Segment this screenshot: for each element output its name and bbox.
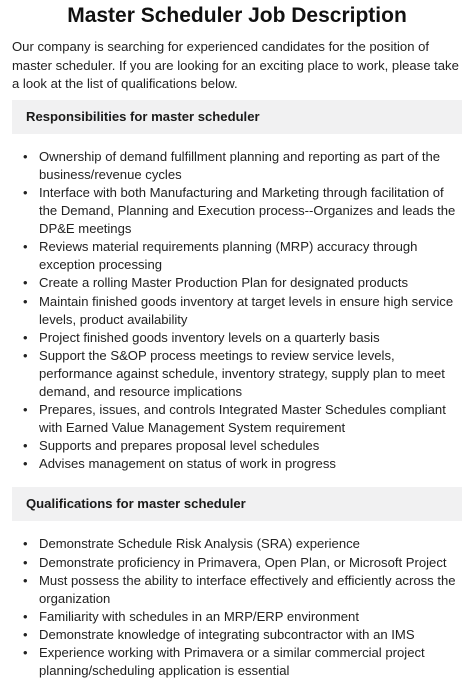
responsibility-item	[23, 184, 462, 238]
responsibility-item	[23, 347, 462, 401]
responsibility-item	[23, 148, 462, 184]
intro-paragraph: Our company is searching for experienced candidates for the position of master scheduler. If you are looking for an exciting place to work, please take a look at the list of qualifications below.	[12, 39, 459, 92]
qualification-item-text: Familiarity with schedules in an MRP/ERP environment	[39, 608, 359, 624]
responsibility-item	[23, 329, 462, 347]
bullet-icon: •	[23, 438, 28, 454]
responsibility-item-text: Maintain finished goods inventory at target levels in ensure high service levels, product availability	[39, 293, 454, 327]
responsibility-item	[23, 238, 462, 274]
bullet-icon: •	[23, 536, 28, 552]
qualification-item	[23, 626, 462, 644]
bullet-icon: •	[23, 329, 28, 345]
responsibility-item-text: Advises management on status of work in progress	[39, 456, 336, 472]
bullet-icon: •	[23, 275, 28, 291]
responsibility-item	[23, 293, 462, 329]
responsibility-item-text: Support the S&OP process meetings to review service levels, performance against schedule, inventory strategy, supply plan to meet demand, and resource implications	[39, 347, 445, 399]
qualification-item	[23, 535, 462, 553]
page-title: Master Scheduler Job Description	[67, 4, 407, 27]
bullet-icon: •	[23, 239, 28, 255]
bullet-icon: •	[23, 347, 28, 363]
qualification-item	[23, 644, 462, 680]
bullet-icon: •	[23, 554, 28, 570]
responsibility-item-text: Interface with both Manufacturing and Marketing through facilitation of the Demand, Planning and Execution process--Organizes and leads the DP&E meetings	[39, 184, 456, 237]
responsibility-item	[23, 455, 462, 473]
responsibility-item-text: Reviews material requirements planning (MRP) accuracy through exception processing	[39, 239, 418, 273]
bullet-icon: •	[23, 626, 28, 642]
qualification-item	[23, 554, 462, 572]
qualification-item	[23, 608, 462, 626]
responsibilities-heading: Responsibilities for master scheduler	[12, 100, 462, 134]
qualifications-heading: Qualifications for master scheduler	[12, 487, 462, 521]
qualifications-list	[12, 535, 462, 680]
qualification-item-text: Must possess the ability to interface effectively and efficiently across the organization	[39, 572, 456, 606]
responsibility-item	[23, 274, 462, 292]
bullet-icon: •	[23, 572, 28, 588]
responsibility-item	[23, 437, 462, 455]
qualification-item-text: Experience working with Primavera or a similar commercial project planning/scheduling application is essential	[39, 645, 425, 679]
responsibility-item-text: Project finished goods inventory levels on a quarterly basis	[39, 329, 380, 345]
bullet-icon: •	[23, 402, 28, 418]
responsibility-item-text: Supports and prepares proposal level schedules	[39, 438, 320, 454]
bullet-icon: •	[23, 645, 28, 661]
qualification-item-text: Demonstrate Schedule Risk Analysis (SRA) experience	[39, 536, 360, 552]
bullet-icon: •	[23, 293, 28, 309]
bullet-icon: •	[23, 456, 28, 472]
bullet-icon: •	[23, 148, 28, 164]
responsibility-item-text: Ownership of demand fulfillment planning and reporting as part of the business/revenue cycles	[39, 148, 441, 182]
bullet-icon: •	[23, 608, 28, 624]
qualification-item-text: Demonstrate proficiency in Primavera, Open Plan, or Microsoft Project	[39, 554, 447, 570]
responsibilities-list	[12, 148, 462, 474]
qualification-item-text: Demonstrate knowledge of integrating subcontractor with an IMS	[39, 626, 415, 642]
responsibility-item-text: Prepares, issues, and controls Integrated Master Schedules compliant with Earned Value Management System requirement	[39, 402, 446, 436]
responsibility-item-text: Create a rolling Master Production Plan for designated products	[39, 275, 409, 291]
responsibility-item	[23, 401, 462, 437]
qualification-item	[23, 572, 462, 608]
bullet-icon: •	[23, 184, 28, 200]
